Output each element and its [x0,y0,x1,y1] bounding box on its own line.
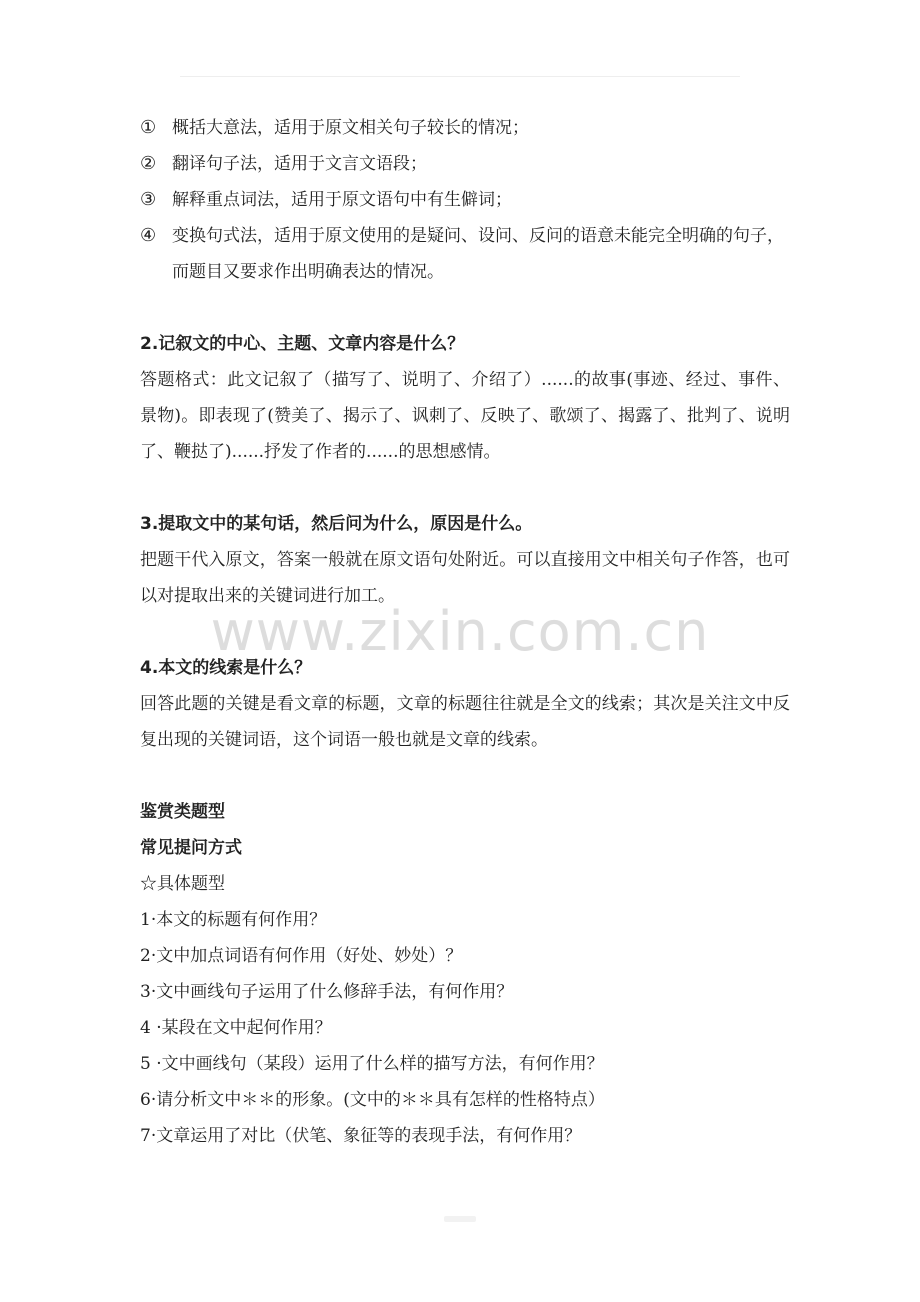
section-title: 鉴赏类题型 [140,802,225,822]
method-text: 解释重点词法，适用于原文语句中有生僻词； [172,190,512,210]
question-heading-2: 2.记叙文的中心、主题、文章内容是什么？ [140,334,465,354]
question-type-item: 2·文中加点词语有何作用（好处、妙处）？ [140,946,463,966]
spacer [140,614,790,650]
question-answer-2: 答题格式：此文记叙了（描写了、说明了、介绍了）......的故事(事迹、经过、事件、景物)。即表现了(赞美了、揭示了、讽刺了、反映了、歌颂了、揭露了、批判了、说明了、鞭挞了)......抒发了作者的......的思想感情。 [140,370,790,462]
method-marker: ③ [140,189,157,210]
question-type-item: 7·文章运用了对比（伏笔、象征等的表现手法，有何作用？ [140,1126,582,1146]
watermark: www.zixin.com.cn [210,600,710,663]
question-type-item: 1·本文的标题有何作用？ [140,910,327,930]
question-heading-4: 4.本文的线索是什么？ [140,658,312,678]
method-item-2 [140,146,790,182]
spacer [140,758,790,794]
method-marker: ④ [140,225,157,246]
question-type-item: 3·文中画线句子运用了什么修辞手法，有何作用？ [140,982,514,1002]
question-type-item: 5 ·文中画线句（某段）运用了什么样的描写方法，有何作用？ [140,1054,604,1074]
question-heading-3: 3.提取文中的某句话，然后问为什么，原因是什么。 [140,514,533,534]
specific-types-label: ☆具体题型 [140,874,225,894]
method-item-1 [140,110,790,146]
question-type-item: 4 ·某段在文中起何作用？ [140,1018,332,1038]
method-item-3 [140,182,790,218]
spacer [140,290,790,326]
method-text: 变换句式法，适用于原文使用的是疑问、设问、反问的语意未能完全明确的句子，而题目又要求作出明确表达的情况。 [172,226,784,282]
section-subtitle: 常见提问方式 [140,838,242,858]
question-type-item: 6·请分析文中＊＊的形象。(文中的＊＊具有怎样的性格特点） [140,1090,605,1110]
document-body [140,110,790,1154]
footer-mark [444,1216,476,1222]
question-answer-3: 把题干代入原文，答案一般就在原文语句处附近。可以直接用文中相关句子作答，也可以对提取出来的关键词进行加工。 [140,550,790,606]
spacer [140,470,790,506]
method-marker: ② [140,153,157,174]
question-answer-4: 回答此题的关键是看文章的标题，文章的标题往往就是全文的线索；其次是关注文中反复出现的关键词语，这个词语一般也就是文章的线索。 [140,694,790,750]
method-text: 翻译句子法，适用于文言文语段； [172,154,427,174]
method-marker: ① [140,117,157,138]
method-item-4 [140,218,790,290]
method-text: 概括大意法，适用于原文相关句子较长的情况； [172,118,529,138]
header-rule [180,76,740,77]
